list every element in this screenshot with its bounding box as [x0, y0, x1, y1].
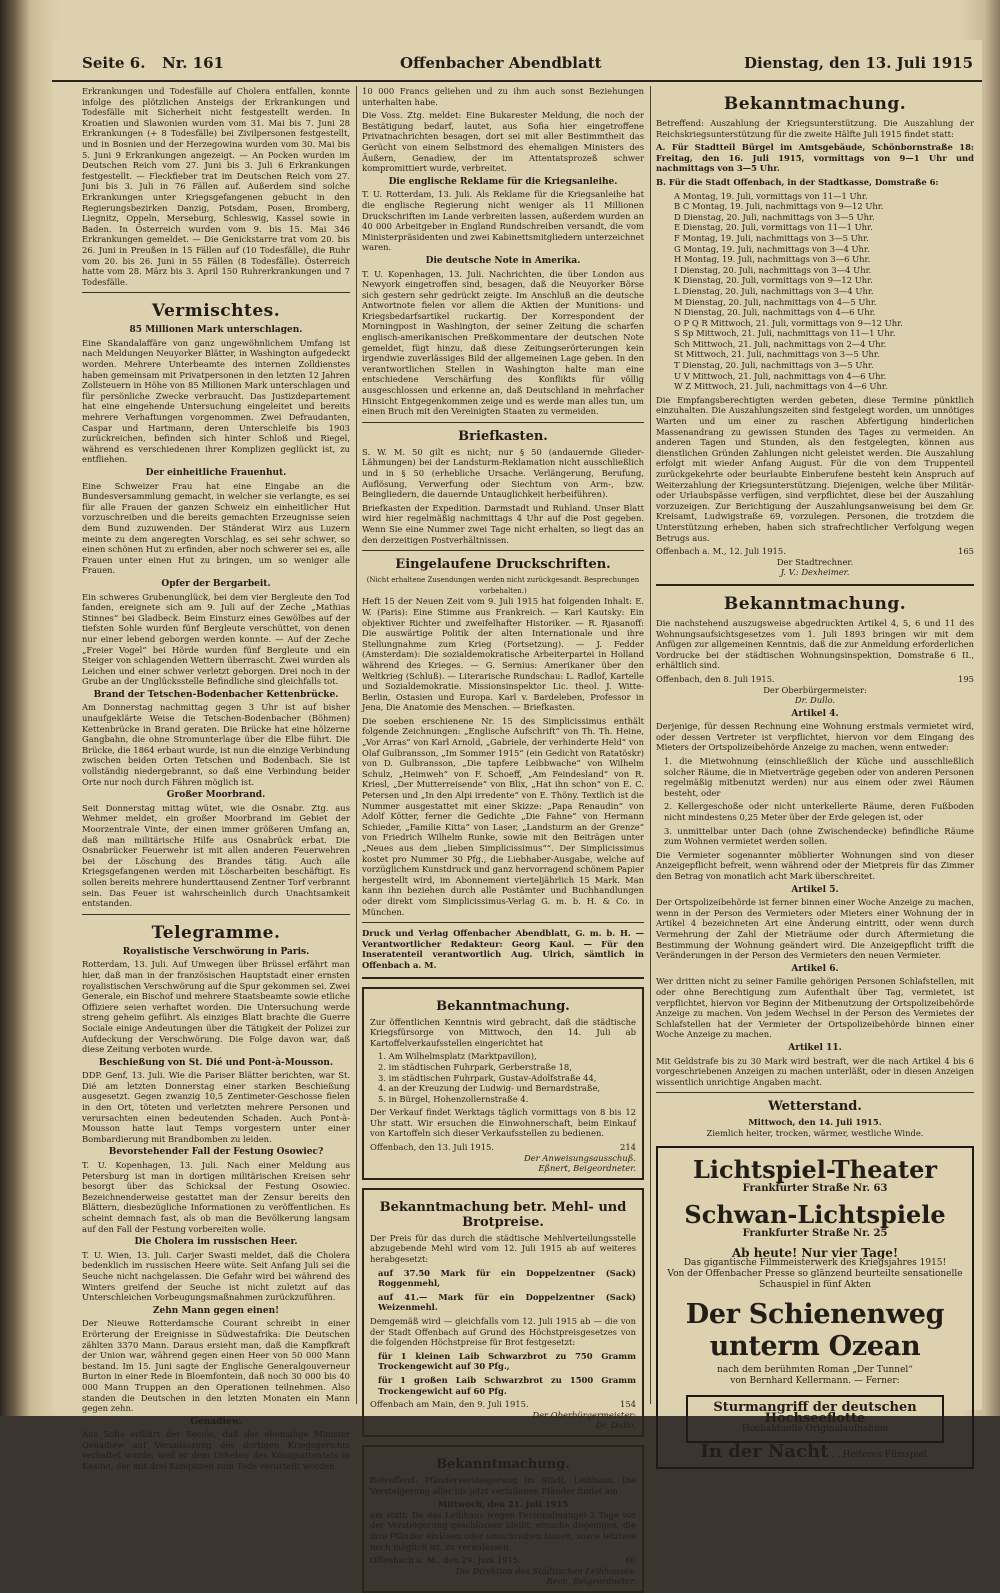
ad-announcement: Ab heute! Nur vier Tage! [731, 1245, 899, 1260]
notice-place-date: Offenbach, den 13. Juli 1915. [370, 1142, 495, 1153]
column-right [656, 86, 974, 1463]
ad-inner-box [686, 1395, 944, 1443]
notice-text: für 1 großen Laib Schwarzbrot zu 1500 Gramm Trockengewicht auf 60 Pfg. [378, 1374, 636, 1396]
notice-place-date: Offenbach, den 8. Juli 1915. [656, 673, 775, 684]
schedule-row: S Sp Mittwoch, 21. Juli, nachmittags von 11—1 Uhr. [674, 328, 896, 339]
ad-text: Hochaktuelle Originalaufnahme [741, 1424, 889, 1435]
weather-title: Wetterstand. [768, 1099, 862, 1115]
notice-potatoes [362, 987, 644, 1180]
notice-text: Die Empfangsberechtigten werden gebeten, diese Termine pünktlich einzuhalten. Die Auszahlungszeiten sind festgelegt worden, um unnötiges Warten und um einer zu raschen Abfertigung hinderlichen Massenandrang zu gewissen Stunden des Tages zu vermeiden. An anderen Tagen und Stunden, als den festgelegten, können aus dienstlichen Gründen Zahlungen nicht geleistet werden. Die Auszahlung erfolgt mit wieder Anfang August. Für die von dem Truppenteil zurückgekehrte oder beurlaubte Einberufene besteht kein Anspruch auf Weiterzahlung der Kriegsunterstützung. Diejenigen, welche über Militär- oder Urlaubspässe verfügen, sind verpflichtet, diese bei der Auszahlung vorzuzeigen. Zur Berichtigung der Auszahlungsanweisung bei dem Gr. Kreisamt, Ludwigstraße 69, vorzulegen. Personen, die trotzdem die Unterstützung erheben, haben sich strafrechtlicher Verfolgung wegen Betrugs aus. [656, 394, 974, 543]
article-text: Heft 15 der Neuen Zeit vom 9. Juli 1915 hat folgenden Inhalt: E. W. (Paris): Eine Stimme aus Frankreich. — Karl Kautsky: Ein objektiver Richter und zweifelhafter Historiker. — R. Rjasanoff: Die auswärtige Politik der alten Internationale und ihre Stellungnahme zum Krieg (Fortsetzung). — J. Fedder (Amsterdam): Die sozialdemokratische Arbeiterpartei in Holland während des Krieges. — G. Sernius: Amerikaner über den Weltkrieg (Schluß). — Literarische Rundschau: L. Radlof, Kartelle und Sozialdemokratie. Missionsinspektor Lic. theol. J. Witte-Berlin, Ostasien und Europa. Karl v. Bardeleben, Professor in Jena, Die Anatomie des Menschen. — Briefkasten. [362, 596, 644, 713]
notice-text: Die nachstehend auszugsweise abgedruckten Artikel 4, 5, 6 und 11 des Wohnungsaufsichtsgesetzes vom 1. Juli 1893 bringen wir mit dem Anfügen zur allgemeinen Kenntnis, daß die zur Anmeldung erforderlichen Vordrucke bei der städtischen Wohnungsinspektion, Domstraße 6 II., erhältlich sind. [656, 617, 974, 671]
article-text: Am Donnerstag nachmittag gegen 3 Uhr ist auf bisher unaufgeklärte Weise die Tetschen-Bodenbacher (Böhmen) Kettenbrücke in Brand geraten. Die Brücke hat eine hölzerne Gangbahn, die ohne Stromunterlage über die Elbe führt. Die Brücke, die 1864 erbaut wurde, ist nun die einzige Verbindung zwischen beiden Orten Tetschen und Bodenbach. Sie ist vollständig niedergebrannt, so daß eine Verbindung beider Orte nur noch durch Fähren möglich ist. [82, 702, 350, 787]
column-middle [362, 86, 644, 1587]
notice-text: Der Verkauf findet Werktags täglich vormittags von 8 bis 12 Uhr statt. Wir ersuchen die Einwohnerschaft, beim Einkauf von Kartoffeln sich dieser Verkaufsstellen zu bedienen. [370, 1107, 636, 1139]
schedule-row: L Dienstag, 20. Juli, nachmittags von 3—4 Uhr. [674, 285, 874, 296]
list-item: 1. Am Wilhelmsplatz (Marktpavillon), [378, 1051, 537, 1062]
column-rule [650, 86, 651, 1404]
notice-signature: Die Direktion des Städtischen Leihhauses. [455, 1565, 636, 1576]
divider [82, 292, 350, 293]
article-text: Seit Donnerstag mittag wütet, wie die Osnabr. Ztg. aus Wehmer meldet, ein großer Moorbrand im Gebiet der Moorzentrale Vinte, der einen immer größeren Umfang an, daß man militärische Hilfe aus Osnabrück erbat. Die Osnabrücker Feuerwehr ist mit allen anderen Feuerwehren bei der Löschung des Brandes tätig. Auch alle Kriegsgefangenen werden mit Löscharbeiten beschäftigt. Es sollen bereits mehrere hunderttausend Zentner Torf verbrannt sein. Das Feuer ist wahrscheinlich durch Unachtsamkeit entstanden. [82, 802, 350, 909]
ad-text: von Bernhard Kellermann. — Ferner: [730, 1376, 900, 1387]
article-text: Die Voss. Ztg. meldet: Eine Bukarester Meldung, die noch der Bestätigung bedarf, lautet, aus Sofia hier eingetroffene Privatnachrichten besagen, dort sei mit aller Bestimmtheit das Gerücht von einem Selbstmord des ehemaligen Ministers des Äußern, Genadiew, der im Attentatsprozeß schwer kompromittiert wurde, verbreitet. [362, 110, 644, 174]
notice-signature: Der Anweisungsausschuß. [523, 1152, 636, 1163]
article-heading: Die deutsche Note in Amerika. [425, 255, 581, 266]
notice-signature: Eßnert, Beigeordneter. [538, 1163, 636, 1174]
article-heading: Royalistische Verschwörung in Paris. [122, 946, 310, 957]
notice-text: 1. die Mietwohnung (einschließlich der Küche und ausschließlich solcher Räume, die in Mietverträge gegeben oder von anderen Personen regelmäßig mitbenutzt werden) nur aus einem oder zwei Räumen besteht, oder [664, 756, 974, 798]
ad-text: Das gigantische Filmmeisterwerk des Kriegsjahres 1915! [683, 1258, 947, 1269]
notice-text: Derjenige, für dessen Rechnung eine Wohnung erstmals vermietet wird, oder dessen Vertreter ist verpflichtet, hiervon vor dem Eingang des Mieters der Ortspolizeibehörde Anzeige zu machen, wenn entweder: [656, 721, 974, 753]
article-heading: Der einheitliche Frauenhut. [145, 468, 287, 478]
divider [362, 977, 644, 979]
divider [656, 584, 974, 586]
section-title-vermischtes: Vermischtes. [151, 301, 281, 322]
schedule-row: F Montag, 19. Juli, nachmittags von 3—5 Uhr. [674, 232, 869, 243]
divider [656, 1092, 974, 1093]
notice-number: 154 [620, 1399, 636, 1410]
notice-text: auf 41.— Mark für ein Doppelzentner (Sack) Weizenmehl. [378, 1291, 636, 1313]
article-heading: Brand der Tetschen-Bodenbacher Kettenbrücke. [93, 689, 339, 700]
article-heading: 85 Millionen Mark unterschlagen. [129, 325, 303, 336]
notice-title: Bekanntmachung. [723, 94, 907, 114]
article-heading: Zehn Mann gegen einen! [152, 1305, 280, 1316]
article-heading: Die Cholera im russischen Heer. [134, 1237, 298, 1248]
article-text: T. U. Kopenhagen, 13. Juli. Nach einer Meldung aus Petersburg ist man in dortigen militärischen Kreisen sehr besorgt über das Schicksal der Festung Osowiec. Bezeichnenderweise gestattet man der Zensur bereits den Blättern, diesbezügliche Informationen zu veröffentlichen. Es scheint demnach fast, als ob man die Bevölkerung langsam auf den Fall der Festung vorbereiten wolle. [82, 1160, 350, 1234]
article-text: Eine Schweizer Frau hat eine Eingabe an die Bundesversammlung gemacht, in welcher sie verlangte, es sei für alle Frauen der ganzen Schweiz ein einheitlicher Hut vorzuschreiben und die bereits gemachten Erzeugnisse seien dem Bund zuzuwenden. Der Ständerat Wirz aus Luzern meinte zu dem angeregten Vorschlag, es sei sehr schwer, so einen schönen Hut zu erfinden, aber noch schwerer sei es, alle Frauen unter einen Hut zu bringen, um so weniger alle Frauen. [82, 480, 350, 576]
notice-text: Betreffend: Auszahlung der Kriegsunterstützung. Die Auszahlung der Reichskriegsunterstützung für die zweite Hälfte Juli 1915 findet statt: [656, 118, 974, 139]
list-item: 2. im städtischen Fuhrpark, Gerberstraße 18, [378, 1061, 572, 1072]
article-heading: Artikel 11. [788, 1042, 842, 1053]
issue-date: Dienstag, den 13. Juli 1915 [744, 54, 974, 72]
article-text: Die soeben erschienene Nr. 15 des Simplicissimus enthält folgende Zeichnungen: „Englische Aufschrift“ von Th. Th. Heine, „Vor Arras“ von Karl Arnold, „Gabriele, der verhinderte Held“ von Olaf Gulbransson, „Im Sommer 1915“ (ein Gedicht von Ratatöskr) von D. Gulbransson, „Die tapfere Leibbwache“ von Wilhelm Schulz, „Heimweh“ von F. Schoeff, „Am Feindesland“ von R. Kriesl, „Der Mutterreisende“ von Blix, „Hat ihn schon“ von E. C. Petersen und „In den Alpi irredente“ von E. Thöny. Textlich ist die Nummer ausgestattet mit einer Skizze: „Papa Renaudin“ von Adolf Kötter, ferner die Gedichte „Die Fahne“ von Hermann Schieder, „Familie Kitta“ von Laser, „Landsturm an der Grenze“ von Friedrich Wilhelm Runke, sowie mit den Beiträgen unter „Neues aus dem „lieben Simplicissimus““. Der Simplicissimus kostet pro Nummer 30 Pfg., die Liebhaber-Ausgabe, welche auf vorzüglichem Kunstdruck und ganz hervorragend schönem Papier hergestellt wird, im Abonnement vierteljährlich 15 Mark. Man kann ihn beziehen durch alle Postämter und Buchhandlungen oder direkt vom Simplicissimus-Verlag G. m. b. H. & Co. in München. [362, 715, 644, 917]
column-rule [356, 86, 357, 1404]
notice-title: Bekanntmachung. [436, 1456, 570, 1472]
notice-place-date: Offenbach a. M., 12. Juli 1915. [656, 546, 786, 557]
issue-number: Nr. 161 [162, 54, 224, 72]
notice-text: auf 37.50 Mark für ein Doppelzentner (Sack) Roggenmehl, [378, 1267, 636, 1289]
notice-text: A. Für Stadtteil Bürgel im Amtsgebäude, Schönbornstraße 18: Freitag, den 16. Juli 1915, vormittags von 9—1 Uhr und nachmittags von 3—5 Uhr. [656, 142, 974, 174]
notice-date: Mittwoch, den 21. Juli 1915 [437, 1499, 569, 1510]
list-item: 4. an der Kreuzung der Ludwig- und Bernardstraße, [378, 1083, 601, 1094]
schedule-row: T Dienstag, 20. Juli, nachmittags von 3—5 Uhr. [674, 360, 874, 371]
notice-signature: Dr. Dullo. [595, 1420, 636, 1431]
notice-list [378, 1051, 636, 1104]
article-text: Briefkasten der Expedition. Darmstadt und Ruhland. Unser Blatt wird hier regelmäßig nachmittags 4 Uhr auf die Post gegeben. Wenn Sie eine Nummer zwei Tage nicht erhalten, so liegt das an den derzeitigen Postverhältnissen. [362, 502, 644, 545]
ad-text: . . Heiteres Filmspiel. [831, 1450, 930, 1461]
notice-text: Mit Geldstrafe bis zu 30 Mark wird bestraft, wer die nach Artikel 4 bis 6 vorgeschriebenen Anzeigen zu machen unterläßt, oder in diesen Anzeigen wissentlich unrichtige Angaben macht. [656, 1055, 974, 1087]
notice-title: Bekanntmachung betr. Mehl- und Brotpreise. [379, 1199, 627, 1230]
schedule-row: M Dienstag, 20. Juli, nachmittags von 4—5 Uhr. [674, 296, 877, 307]
schedule-row: W Z Mittwoch, 21. Juli, nachmittags von 4—6 Uhr. [674, 381, 888, 392]
notice-footer [370, 1399, 636, 1410]
notice-text: 3. unmittelbar unter Dach (ohne Zwischendecke) befindliche Räume zum Wohnen vermietet werden sollen. [664, 825, 974, 847]
film-title-tertiary: In der Nacht [700, 1441, 829, 1463]
page-header [52, 40, 982, 82]
divider [362, 922, 644, 923]
notice-footer [370, 1142, 636, 1153]
list-item: 3. im städtischen Fuhrpark, Gustav-Adolfstraße 44, [378, 1072, 597, 1083]
notice-signature: Der Oberbürgermeister: [532, 1409, 636, 1420]
schedule-row: D Dienstag, 20. Juli, nachmittags von 3—5 Uhr. [674, 211, 875, 222]
notice-signature: Dr. Dullo. [794, 695, 836, 706]
notice-footer [656, 546, 974, 557]
notice-number: 165 [958, 546, 974, 557]
schedule-row: N Dienstag, 20. Juli, nachmittags von 4—6 Uhr. [674, 307, 876, 318]
page-number: Seite 6. [82, 54, 146, 72]
schedule-row: O P Q R Mittwoch, 21. Juli, vormittags von 9—12 Uhr. [674, 317, 903, 328]
notice-number: 214 [620, 1142, 636, 1153]
ad-text: Von der Offenbacher Presse so glänzend beurteilte sensationelle Schauspiel in fünf Akten [667, 1269, 963, 1291]
notice-text: Zur öffentlichen Kenntnis wird gebracht, daß die städtische Kriegsfürsorge von Mittwoch, den 14. Juli ab Kartoffelverkaufsstellen eingerichtet hat [370, 1016, 636, 1048]
cinema-name: Lichtspiel-Theater [692, 1155, 938, 1185]
article-text: Rotterdam, 13. Juli. Auf Umwegen über Brüssel erfährt man hier, daß man in der französischen Hauptstadt einer ernsten royalistischen Verschwörung auf die Spur gekommen sei. Zwei Generale, ein Bischof und mehrere Staatsbeamte sowie etliche Offiziere seien verhaftet worden. Die Untersuchung werde streng geheim geführt. Als einziges Blatt brachte die Guerre Sociale einige Andeutungen über die Tätigkeit der Polizei zur Aufdeckung der Verschwörung. Die Folge davon war, daß diese Zeitung verboten wurde. [82, 959, 350, 1055]
notice-pawnshop [362, 1445, 644, 1593]
article-text: S. W. M. 50 gilt es nicht; nur § 50 (andauernde Glieder-Lähmungen) bei der Landsturm-Reklamation nicht ausschließlich und in § 50 (erhebliche Ursache. Verlängerung, Berufung, Auflösung, Verwerfung oder Siechtum von Arm-, bzw. Beingliedern, die dauernde Untauglichkeit herbeiführen). [362, 446, 644, 500]
schedule-row: U V Mittwoch, 21. Juli, nachmittags von 4—6 Uhr. [674, 370, 887, 381]
schedule-row: St Mittwoch, 21. Juli, nachmittags von 3—5 Uhr. [674, 349, 880, 360]
notice-footer [370, 1555, 636, 1566]
section-title-druckschriften: Eingelaufene Druckschriften. [395, 557, 611, 573]
article-heading: Artikel 6. [791, 963, 839, 974]
cinema-name: Schwan-Lichtspiele [684, 1200, 946, 1230]
notice-title: Bekanntmachung. [436, 998, 570, 1014]
film-title-secondary: Sturmangriff der deutschen Hochseeflotte [713, 1400, 917, 1426]
notice-number: 60 [625, 1555, 636, 1566]
schedule-row: A Montag, 19. Juli, vormittags von 11—1 Uhr. [674, 190, 868, 201]
newspaper-title: Offenbacher Abendblatt [400, 54, 602, 72]
notice-number: 195 [958, 673, 974, 684]
section-note: (Nicht erhaltene Zusendungen werden nicht zurückgesandt. Besprechungen vorbehalten.) [366, 576, 640, 595]
ad-footer [666, 1441, 964, 1463]
notice-text: Wer dritten nicht zu seiner Familie gehörigen Personen Schlafstellen, mit oder ohne Berechtigung zum Aufenthalt über Tag, vermietet, ist verpflichtet, hiervon vor Beginn der Mitbenutzung der Ortspolizeibehörde Anzeige zu machen. Von jedem Wechsel in der Person des Vermietes der Schlafstellen hat der Vermieter der Ortspolizeibehörde binnen einer Woche Anzeige zu machen. [656, 976, 974, 1040]
notice-text: am statt. Da das Leihhaus wegen Personalmangel 2 Tage vor der Versteigerung geschlossen bleibt, ersuche diejenigen, die ihre Pfänder einlösen oder umschreiben lassen, sowie letztere noch möglich ist, zu veranlassen. [370, 1509, 636, 1552]
schedule-row: K Dienstag, 20. Juli, vormittags von 9—12 Uhr. [674, 275, 873, 286]
notice-bread-prices [362, 1188, 644, 1437]
notice-text: 2. Kellergeschoße oder nicht unterkellerte Räume, deren Fußboden nicht mindestens 0,25 Meter über der Erde gelegen ist, oder [664, 801, 974, 823]
notice-place-date: Offenbach am Main, den 9. Juli 1915. [370, 1399, 529, 1410]
notice-signature: Der Stadtrechner. [776, 556, 854, 567]
divider [362, 422, 644, 423]
notice-text: Betreffend: Pfänderversteigerung im Städt. Leihhaus. Die Versteigerung aller bis jetzt verfallenen Pfänder findet am [370, 1474, 636, 1496]
payment-schedule [674, 191, 974, 392]
article-text: DDP. Genf, 13. Juli. Wie die Pariser Blätter berichten, war St. Dié am letzten Donnerstag einer starken Beschießung ausgesetzt. Gegen zwanzig 10,5 Zentimeter-Geschosse fielen in den Ort, töteten und verletzten mehrere Personen und verursachten einen bedeutenden Schaden. Auch Pont-à-Mousson hatte laut Temps vorgestern unter einer Bombardierung mit Brandbomben zu leiden. [82, 1070, 350, 1144]
imprint: Druck und Verlag Offenbacher Abendblatt, G. m. b. H. — Verantwortlicher Redakteur: Georg Kaul. — Für den Inseratenteil verantwortlich Aug. Ulrich, sämtlich in Offenbach a. M. [362, 928, 644, 970]
notice-signature: J. V.: Dexheimer. [780, 567, 850, 578]
notice-text: Der Ortspolizeibehörde ist ferner binnen einer Woche Anzeige zu machen, wenn in der Person des Vermieters oder Mieters einer Wohnung der in Artikel 4 bezeichneten Art eine Änderung eintritt, oder wenn durch Vermehrung der Zahl der Mieträume oder durch Aftermietung die Bestimmung der Wohnung geändert wird. Die Anzeigepflicht trifft die Veränderungen in der Person des Vermieters den neuen Vermieter. [656, 897, 974, 961]
section-title-briefkasten: Briefkasten. [458, 428, 548, 444]
schedule-row: E Dienstag, 20. Juli, vormittags von 11—1 Uhr. [674, 222, 873, 233]
article-text: T. U. Kopenhagen, 13. Juli. Nachrichten, die über London aus Newyork eingetroffen sind, besagen, daß die Neuyorker Börse sich gestern sehr gedrückt zeigte. Im Anschluß an die deutsche Antwortnote fielen vor allem die Aktien der Munitions- und Kriegsbedarfsartikel ruckartig. Der Korrespondent der Morningpost in Washington, der seiner Zeitung die scharfen englisch-amerikanischen Preßkommentare der deutschen Note gemeldet, fügt hinzu, daß diese Zeitungserörterungen kein irgendwie zuverlässiges Bild der allgemeinen Lage geben. In den verantwortlichen Stellen in Washington halte man eine entschiedene Verschärfung des Konflikts für völlig ausgeschlossen und erkenne an, daß Deutschland in mehrfacher Hinsicht Entgegenkommen zeige und es werde man alles tun, um einen Bruch mit den Vereinigten Staaten zu vermeiden. [362, 268, 644, 417]
schedule-row: H Montag, 19. Juli, nachmittags von 3—6 Uhr. [674, 254, 871, 265]
cinema-advertisement [656, 1146, 974, 1469]
notice-title: Bekanntmachung. [723, 593, 907, 614]
article-heading: Die englische Reklame für die Kriegsanleihe. [388, 176, 618, 187]
article-text: Ein schweres Grubenunglück, bei dem vier Bergleute den Tod fanden, ereignete sich am 9. Juli auf der Zeche „Mathias Stinnes“ bei Gladbeck. Beim Einsturz eines Gewölbes auf der tiefsten Sohle wurden fünf Bergleute verschüttet, von denen nur einer lebend geborgen werden konnte. — Auf der Zeche „Freier Vogel“ bei Hörde wurden fünf Bergleute und ein Steiger von schlagenden Wettern überrascht. Zwei wurden als Leichen und einer schwer verletzt geborgen. Drei noch in der Grube an der Unglücksstelle Befindliche sind gleichfalls tot. [82, 591, 350, 687]
divider [82, 914, 350, 915]
article-heading: Opfer der Bergarbeit. [161, 578, 271, 589]
section-title-telegramme: Telegramme. [151, 922, 281, 943]
ad-text: nach dem berühmten Roman „Der Tunnel“ [717, 1365, 913, 1376]
schedule-row: G Montag, 19. Juli, nachmittags von 3—4 Uhr. [674, 243, 870, 254]
newspaper-page [52, 40, 982, 1587]
article-heading: Artikel 4. [791, 708, 839, 719]
article-text: 10 000 Francs geliehen und zu ihm auch sonst Beziehungen unterhalten habe. [362, 86, 644, 107]
article-text: Aus Sofia erfährt der Secolo, daß der ehemalige Minister Genadiew auf Veranlassung des dortigen Kriegsgerichts verhaftet wurde, weil er dem Urheber des Königsattentats in Kasino, der mit drei Komplizen zum Tode verurteilt worden. [82, 1429, 350, 1472]
article-heading: Artikel 5. [791, 884, 839, 895]
article-text: T. U. Rotterdam, 13. Juli. Als Reklame für die Kriegsanleihe hat die englische Regierung nicht weniger als 11 Millionen Druckschriften im Lande verbreiten lassen, außerdem wurden an 40 000 Arbeitgeber in England Rundschreiben versandt, die vom Ministerpräsidenten und zwei Kabinettsmitgliedern unterzeichnet waren. [362, 189, 644, 253]
cinema-address: Frankfurter Straße Nr. 63 [742, 1183, 888, 1195]
notice-text: B. Für die Stadt Offenbach, in der Stadtkasse, Domstraße 6: [656, 176, 939, 187]
article-text: Der Nieuwe Rotterdamsche Courant schreibt in einer Erörterung der Ereignisse in Südwestafrika: Die Deutschen zählten 3370 Mann. Daraus ersieht man, daß die Kampfkraft der Union war, während gegen einen Heer von 50 000 Mann bestand. Im 15. Juni sagte der Englische Generalgouverneur Burton in einer Rede in Bloemfontein, daß noch 30 000 bis 40 000 Mann Truppen an den Operationen teilnehmen. Also standen die Deutschen in den letzten Monaten ein Mann gegen zehn. [82, 1318, 350, 1414]
schedule-row: Sch Mittwoch, 21. Juli, nachmittags von 2—4 Uhr. [674, 338, 887, 349]
article-heading: Beschießung von St. Dié und Pont-à-Mousson. [98, 1057, 334, 1068]
notice-place-date: Offenbach a. M., den 29. Juni 1915. [370, 1555, 521, 1566]
notice-text: Die Vermieter sogenannter möblierter Wohnungen sind von dieser Anzeigepflicht befreit, wenn während oder der Mietpreis für das Zimmer den Betrag von monatlich acht Mark überschreitet. [656, 849, 974, 881]
column-left [82, 86, 350, 1472]
notice-text: für 1 kleinen Laib Schwarzbrot zu 750 Gramm Trockengewicht auf 30 Pfg., [378, 1350, 636, 1372]
schedule-row: I Dienstag, 20. Juli, nachmittags von 3—4 Uhr. [674, 264, 872, 275]
notice-text: Demgemäß wird — gleichfalls vom 12. Juli 1915 ab — die von der Stadt Offenbach auf Grund des Höchstpreisgesetzes von die folgenden Höchstpreise für Brot festgesetzt: [370, 1316, 636, 1348]
notice-signature: Der Oberbürgermeister: [763, 684, 867, 695]
notice-signature: Rech, Beigeordneter. [546, 1576, 636, 1587]
article-heading: Genadiew. [190, 1416, 242, 1427]
article-heading: Bevorstehender Fall der Festung Osowiec? [108, 1147, 324, 1158]
article-heading: Großer Moorbrand. [166, 790, 266, 801]
notice-footer [656, 674, 974, 685]
cinema-address: Frankfurter Straße Nr. 25 [742, 1228, 888, 1240]
film-title: Der Schienenweg unterm Ozean [685, 1299, 945, 1363]
schedule-row: B C Montag, 19. Juli, nachmittags von 9—12 Uhr. [674, 201, 884, 212]
notice-text: Der Preis für das durch die städtische Mehlverteilungsstelle abzugebende Mehl wird vom 12. Juli 1915 ab auf weiteres herabgesetzt: [370, 1232, 636, 1265]
weather-date: Mittwoch, den 14. Juli 1915. [748, 1117, 882, 1128]
article-text: Eine Skandalaffäre von ganz ungewöhnlichem Umfang ist nach Meldungen Neuyorker Blätter, in Washington aufgedeckt worden. Mehrere Unterbeamte des internen Zolldienstes haben gemeinsam mit Privatpersonen in den letzten 12 Jahren Zollsteuern in Höhe von 85 Millionen Mark unterschlagen und für persönliche Zwecke verbraucht. Das Justizdepartement hat eine eingehende Untersuchung eingeleitet und bereits mehrere Verhaftungen vorgenommen. Zwei Defraudanten, Caspar und Hartmann, deren Unterschleife bis 1903 zurückreichen, befinden sich hinter Schloß und Riegel, während es verschiedenen ihrer Komplizen geglückt ist, zu entfliehen. [82, 337, 350, 465]
article-text: T. U. Wien, 13. Juli. Carjer Swasti meldet, daß die Cholera bedenklich im russischen Heere wüte. Seit Anfang Juli sei die Seuche nicht nachgelassen. Die Gefahr wird bei während des Winters greifend der Seuche ist nicht zuletzt auf das Unterschleichen Vorbeugungsmaßnahmen zurückzuführen. [82, 1249, 350, 1303]
divider [362, 550, 644, 551]
cholera-report: Erkrankungen und Todesfälle auf Cholera entfallen, konnte infolge des plötzlichen Ansteigs der Erkrankungen und Todesfälle mit Sicherheit nicht festgestellt werden. In Kroatien und Slawonien wurden vom 31. Mai bis 7. Juni 28 Erkrankungen (+ 8 Todesfälle) bei Zivilpersonen festgestellt, und in Bosnien und der Herzegowina wurden vom 30. Mai bis 5. Juni 9 Erkrankungen angezeigt. — An Pocken wurden im Deutschen Reich vom 27. Juni bis 3. Juli 6 Erkrankungen festgestellt. — Fleckfieber trat im Deutschen Reich vom 27. Juni bis 3. Juli in 76 Fällen auf. Außerdem sind solche Erkrankungen unter Kriegsgefangenen gebucht in den Regierungsbezirken Danzig, Potsdam, Posen, Bromberg, Liegnitz, Oppeln, Merseburg, Schleswig, Kassel sowie in Baden. In Österreich wurden vom 9. bis 15. Mai 346 Erkrankungen gemeldet. — Die Genickstarre trat vom 20. bis 26. Juni in Preußen in 15 Fällen auf (10 Todesfälle), die Ruhr vom 20. bis 26. Juni in 55 Fällen (8 Todesfälle). Österreich hatte vom 28. März bis 3. April 150 Ruhrerkrankungen und 7 Todesfälle. [82, 86, 350, 287]
list-item: 5. in Bürgel, Hohenzollernstraße 4. [378, 1093, 529, 1104]
weather-forecast: Ziemlich heiter, trocken, wärmer, westliche Winde. [706, 1127, 924, 1138]
